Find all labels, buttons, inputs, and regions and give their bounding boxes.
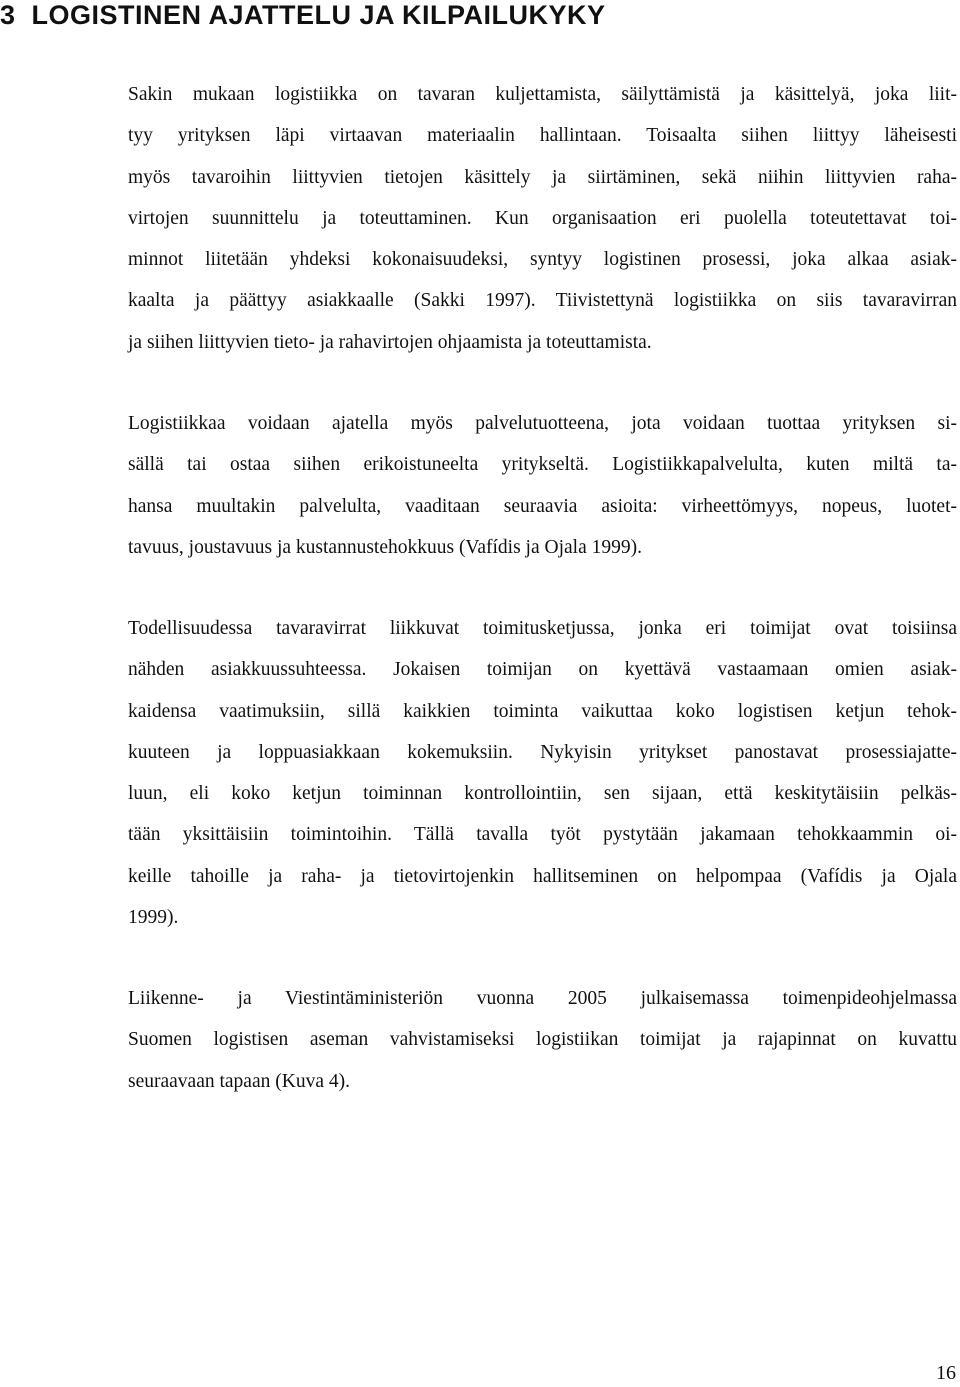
text-line: Suomen logistisen aseman vahvistamiseksi logistiikan toimijat ja rajapinnat on kuvattu	[128, 1029, 957, 1051]
text-line: Logistiikkaa voidaan ajatella myös palvelutuotteena, jota voidaan tuottaa yrityksen si-	[128, 413, 957, 434]
text-line: minnot liitetään yhdeksi kokonaisuudeksi, syntyy logistinen prosessi, joka alkaa asiak-	[128, 249, 957, 271]
text-line: Liikenne- ja Viestintäministeriön vuonna 2005 julkaisemassa toimenpideohjelmassa	[128, 988, 957, 1009]
text-line: virtojen suunnittelu ja toteuttaminen. Kun organisaation eri puolella toteutettavat toi-	[128, 207, 957, 229]
section-heading	[0, 0, 606, 30]
text-line: kaidensa vaatimuksiin, sillä kaikkien toiminta vaikuttaa koko logistisen ketjun tehok-	[128, 700, 957, 722]
text-line: nähden asiakkuussuhteessa. Jokaisen toimijan on kyettävä vastaamaan omien asiak-	[128, 659, 957, 681]
text-line: Sakin mukaan logistiikka on tavaran kuljettamista, säilyttämistä ja käsittelyä, joka liit-	[128, 84, 957, 105]
section-title: LOGISTINEN AJATTELU JA KILPAILUKYKY	[31, 0, 606, 30]
text-line: seuraavaan tapaan (Kuva 4).	[128, 1070, 350, 1092]
text-line: sällä tai ostaa siihen erikoistuneelta yritykseltä. Logistiikkapalvelulta, kuten miltä ta-	[128, 454, 957, 476]
text-line: luun, eli koko ketjun toiminnan kontrollointiin, sen sijaan, että keskitytäisiin pelkäs-	[128, 783, 957, 805]
text-line: ja siihen liittyvien tieto- ja rahavirtojen ohjaamista ja toteuttamista.	[128, 331, 652, 353]
text-line: kaalta ja päättyy asiakkaalle (Sakki 1997). Tiivistettynä logistiikka on siis tavaravirran	[128, 290, 957, 312]
text-line: tyy yrityksen läpi virtaavan materiaalin hallintaan. Toisaalta siihen liittyy läheisesti	[128, 125, 957, 147]
text-line: tavuus, joustavuus ja kustannustehokkuus (Vafídis ja Ojala 1999).	[128, 536, 642, 558]
text-line: Todellisuudessa tavaravirrat liikkuvat toimitusketjussa, jonka eri toimijat ovat toisiinsa	[128, 618, 957, 639]
paragraph-4	[128, 978, 957, 1102]
text-line: 1999).	[128, 907, 179, 929]
text-line: keille tahoille ja raha- ja tietovirtojenkin hallitseminen on helpompaa (Vafídis ja Ojala	[128, 865, 957, 887]
text-line: hansa muultakin palvelulta, vaaditaan seuraavia asioita: virheettömyys, nopeus, luotet-	[128, 495, 957, 517]
paragraph-2	[128, 403, 957, 568]
text-line: tään yksittäisiin toimintoihin. Tällä tavalla työt pystytään jakamaan tehokkaammin oi-	[128, 824, 957, 846]
paragraph-3	[128, 608, 957, 938]
text-line: myös tavaroihin liittyvien tietojen käsittely ja siirtäminen, sekä niihin liittyvien raha-	[128, 166, 957, 188]
paragraph-1	[128, 74, 957, 363]
text-line: kuuteen ja loppuasiakkaan kokemuksiin. Nykyisin yritykset panostavat prosessiajatte-	[128, 741, 957, 763]
page-number: 16	[936, 1362, 956, 1384]
section-number: 3	[0, 0, 16, 30]
